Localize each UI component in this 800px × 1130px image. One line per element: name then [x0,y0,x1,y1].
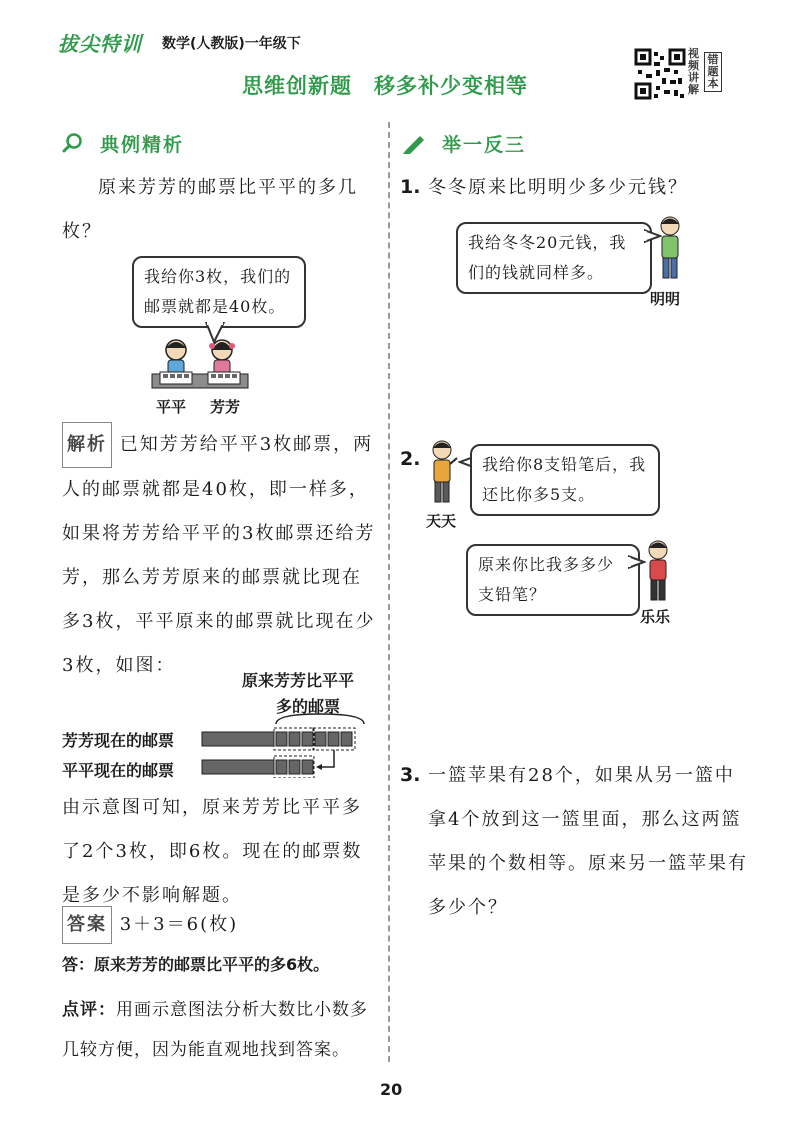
section-title-example: 典例精析 [100,134,185,156]
pencil-icon [402,132,426,154]
analysis-paragraph [62,422,380,688]
magnifier-icon [62,132,84,154]
speech-bubble-example: 我给你3枚，我们的邮票就都是40枚。 [132,256,306,328]
answer-calc: 3＋3＝6(枚) [119,914,239,935]
comment-label: 点评： [62,1000,116,1020]
column-divider [388,122,390,1062]
speech-bubble-mingming: 我给冬冬20元钱，我们的钱就同样多。 [456,222,652,294]
analysis-tag: 解析 [62,422,112,468]
diagram-top-label-1: 原来芳芳比平平 [242,671,355,690]
name-tiantian: 天天 [426,512,457,530]
question-1-number: 1. [400,176,421,198]
child-name-pingping: 平平 [156,398,187,416]
page-headline: 思维创新题 移多补少变相等 [242,74,528,98]
conclusion-paragraph: 由示意图可知，原来芳芳比平平多了2个3枚，即6枚。现在的邮票数是多少不影响解题。 [62,797,363,906]
analysis-text: 已知芳芳给平平3枚邮票，两人的邮票就都是40枚，即一样多，如果将芳芳给平平的3枚邮票还给芳芳，那么芳芳原来的邮票就比现在多3枚，平平原来的邮票就比现在少3枚，如图： [62,434,376,676]
answer-text: 答：原来芳芳的邮票比平平的多6枚。 [62,955,330,974]
comment-paragraph [62,990,380,1070]
children-with-stamps-illustration [150,336,250,392]
subject-title: 数学(人教版)一年级下 [162,36,301,52]
boy-lele-illustration [644,540,672,604]
question-1-text: 冬冬原来比明明少多少元钱？ [428,177,688,198]
diagram-row1-label: 芳芳现在的邮票 [62,731,175,750]
name-lele: 乐乐 [640,608,671,626]
mistake-book-label: 错题本 [704,52,722,92]
qr-code-icon[interactable] [634,48,686,100]
diagram-top-label-2: 多的邮票 [276,697,341,716]
boy-tiantian-illustration [428,440,458,506]
question-2-number: 2. [400,448,421,470]
question-3-number: 3. [400,764,421,786]
name-mingming: 明明 [650,290,681,308]
answer-line [62,906,380,944]
page-number: 20 [380,1080,403,1099]
answer-tag: 答案 [62,906,112,944]
comment-text: 用画示意图法分析大数比小数多几较方便，因为能直观地找到答案。 [62,1000,368,1060]
diagram-row2-label: 平平现在的邮票 [62,761,175,780]
section-title-practice: 举一反三 [442,134,527,156]
speech-bubble-lele: 原来你比我多多少支铅笔？ [466,544,640,616]
example-question: 原来芳芳的邮票比平平的多几枚？ [62,177,358,242]
comparison-diagram [200,712,376,778]
brand-logo: 拔尖特训 [58,32,142,56]
boy-mingming-illustration [656,216,684,282]
child-name-fangfang: 芳芳 [210,398,241,416]
question-3-text: 一篮苹果有28个，如果从另一篮中拿4个放到这一篮里面，那么这两篮苹果的个数相等。原来另一篮苹果有多少个？ [428,765,748,918]
speech-bubble-tiantian: 我给你8支铅笔后，我还比你多5支。 [470,444,660,516]
qr-side-text: 视频讲解 [688,47,699,96]
